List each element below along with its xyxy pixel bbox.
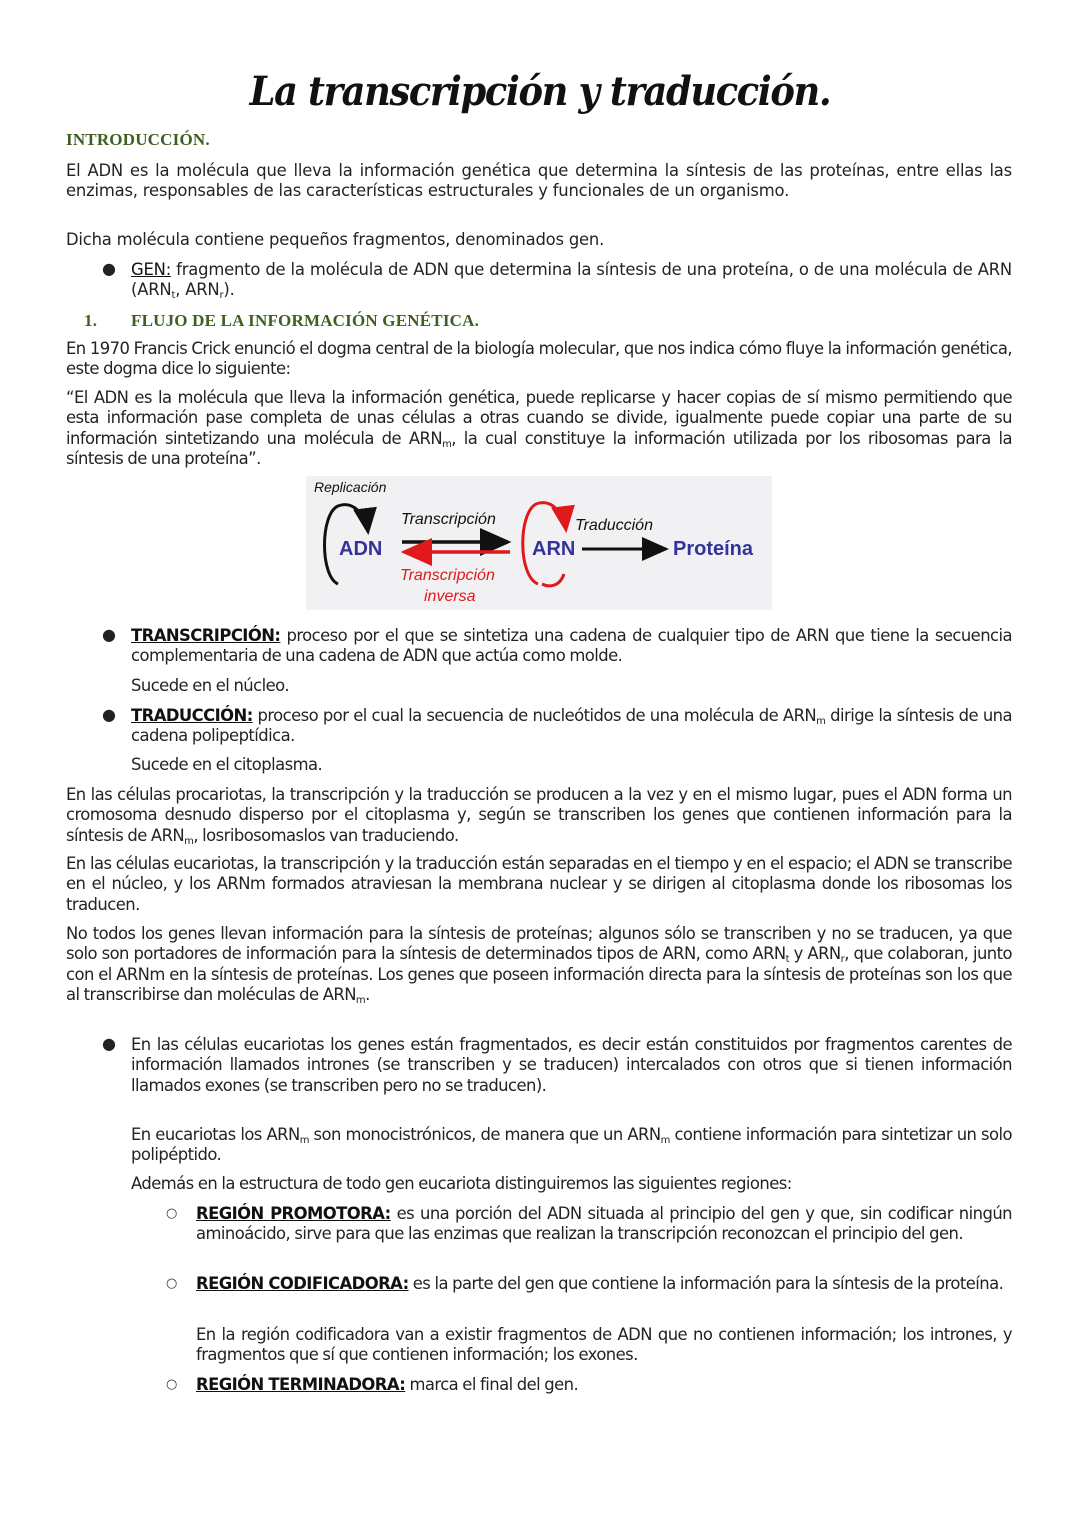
bullet-icon: ● <box>102 705 116 724</box>
traduccion-location: Sucede en el citoplasma. <box>131 755 323 774</box>
transcripcion-location: Sucede en el núcleo. <box>131 676 289 695</box>
bullet-icon: ● <box>102 259 116 278</box>
label-traduccion: Traducción <box>575 517 653 534</box>
circle-bullet-icon: ○ <box>166 1206 178 1221</box>
genes-paragraph: No todos los genes llevan información para la síntesis de proteínas; algunos sólo se transcriben y no se traducen, ya que solo son portadores de información para la síntesis de determinados tipos de ARN, como $ARN_t$ y $ARN_r$, que colaboran, junto con el ARNm en la síntesis de proteínas. Los genes que poseen información directa para la síntesis de proteínas son los que al transcribirse dan moléculas de $ARN_m$. <box>66 924 1012 1006</box>
intro-paragraph-2: Dicha molécula contiene pequeños fragmentos, denominados gen. <box>66 230 605 249</box>
eukaryote-genes-paragraph: En las células eucariotas los genes están fragmentados, es decir están constituidos por fragmentos carentes de información llamados intrones (se transcriben y se traducen) intercalados con otros que si tienen información llamados exones (se transcriben pero no se traducen). <box>131 1035 1012 1095</box>
page-title: La transcripción y traducción. <box>249 68 831 115</box>
crick-paragraph: En 1970 Francis Crick enunció el dogma central de la biología molecular, que nos indica cómo fluye la información genética, este dogma dice lo siguiente: <box>66 339 1012 379</box>
bullet-icon: ● <box>102 625 116 644</box>
section-number: 1. <box>84 311 98 330</box>
label-replicacion: Replicación <box>314 479 387 495</box>
region-terminadora: REGIÓN TERMINADORA: marca el final del gen. <box>196 1375 579 1394</box>
section-heading: FLUJO DE LA INFORMACIÓN GENÉTICA. <box>131 311 480 330</box>
transcripcion-definition: TRANSCRIPCIÓN: proceso por el que se sintetiza una cadena de cualquier tipo de ARN que tiene la secuencia complementaria de una cadena de ADN que actúa como molde. <box>131 626 1012 666</box>
traduccion-definition: TRADUCCIÓN: proceso por el cual la secuencia de nucleótidos de una molécula de $ARN_m$ dirige la síntesis de una cadena polipeptídica. <box>131 706 1012 746</box>
gen-term: GEN: <box>131 260 172 279</box>
circle-bullet-icon: ○ <box>166 1276 178 1291</box>
label-proteina: Proteína <box>673 538 754 560</box>
bullet-icon: ● <box>102 1034 116 1053</box>
regions-intro: Además en la estructura de todo gen eucariota distinguiremos las siguientes regiones: <box>131 1174 792 1193</box>
intro-heading: INTRODUCCIÓN. <box>66 130 210 149</box>
central-dogma-diagram <box>306 476 772 610</box>
label-transcripcion-inversa-2: inversa <box>424 588 476 605</box>
procariotas-paragraph: En las células procariotas, la transcripción y la traducción se producen a la vez y en el mismo lugar, pues el ADN forma un cromosoma desnudo disperso por el citoplasma y, según se transcriben los genes que contienen información para la síntesis de $ARN_m$, losribosomaslos van traduciendo. <box>66 785 1012 847</box>
label-arn: ARN <box>532 538 576 560</box>
traduccion-term: TRADUCCIÓN: <box>131 706 253 725</box>
gen-definition: GEN: fragmento de la molécula de ADN que determina la síntesis de una proteína, o de una molécula de ARN ($ARN_t$, $ARN_r$). <box>131 260 1012 302</box>
monocistronic-paragraph: En eucariotas los $ARN_m$ son monocistrónicos, de manera que un $ARN_m$ contiene información para sintetizar un solo polipéptido. <box>131 1125 1012 1165</box>
intro-paragraph-1: El ADN es la molécula que lleva la información genética que determina la síntesis de las proteínas, entre ellas las enzimas, responsables de las características estructurales y funcionales de un organismo. <box>66 161 1012 201</box>
label-transcripcion-inversa-1: Transcripción <box>400 567 495 584</box>
label-adn: ADN <box>339 538 383 560</box>
region-codificadora: REGIÓN CODIFICADORA: es la parte del gen que contiene la información para la síntesis de la proteína. <box>196 1274 1004 1293</box>
transcripcion-term: TRANSCRIPCIÓN: <box>131 626 281 645</box>
label-transcripcion: Transcripción <box>401 511 496 528</box>
eucariotas-paragraph: En las células eucariotas, la transcripción y la traducción están separadas en el tiempo y en el espacio; el ADN se transcribe en el núcleo, y los ARNm formados atraviesan la membrana nuclear y se dirigen al citoplasma donde los ribosomas los traducen. <box>66 854 1012 914</box>
region-codificadora-detail: En la región codificadora van a existir fragmentos de ADN que no contienen información; los intrones, y fragmentos que sí que contienen información; los exones. <box>196 1325 1012 1365</box>
region-promotora: REGIÓN PROMOTORA: es una porción del ADN situada al principio del gen y que, sin codificar ningún aminoácido, sirve para que las enzimas que realizan la transcripción reconozcan el principio del gen. <box>196 1204 1013 1244</box>
crick-quote: “El ADN es la molécula que lleva la información genética, puede replicarse y hacer copias de sí mismo permitiendo que esta información pase completa de unas células a otras cuando se divide, igualmente puede copiar una parte de su información sintetizando una molécula de $ARN_m$, la cual constituye la información utilizada por los ribosomas para la síntesis de una proteína”. <box>66 388 1013 468</box>
circle-bullet-icon: ○ <box>166 1377 178 1392</box>
